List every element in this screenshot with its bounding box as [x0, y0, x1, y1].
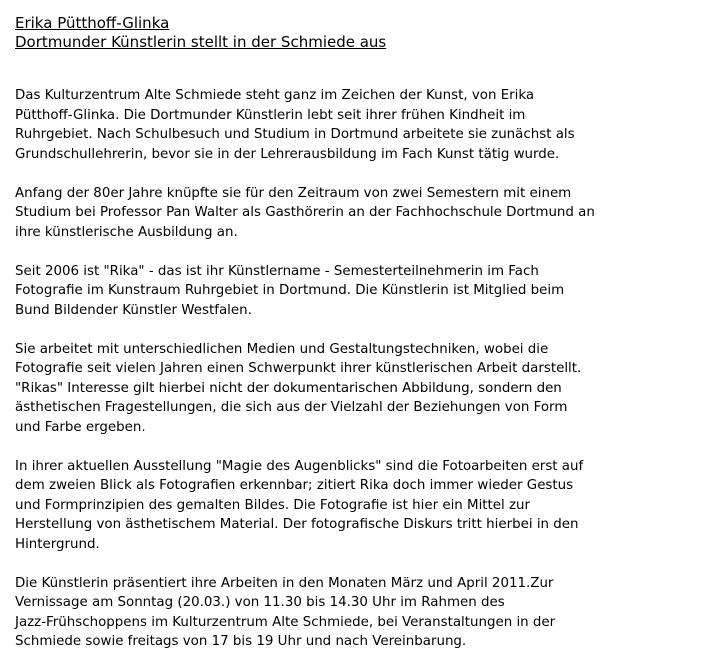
paragraph-line: und Farbe ergeben. [15, 419, 146, 435]
paragraph-line: ihre künstlerische Ausbildung an. [15, 224, 238, 240]
paragraph-line: Vernissage am Sonntag (20.03.) von 11.30 bis 14.30 Uhr im Rahmen des [15, 595, 505, 610]
paragraph-line: dem zweien Blick als Fotografien erkennbar; zitiert Rika doch immer wieder Gestus [15, 478, 574, 493]
paragraph-line: und Formprinzipien des gemalten Bildes. Die Fotografie ist hier ein Mittel zur [15, 497, 531, 513]
paragraph-line: ästhetischen Fragestellungen, die sich aus der Vielzahl der Beziehungen von Form [15, 400, 568, 415]
paragraph-line: Fotografie im Kunstraum Ruhrgebiet in Dortmund. Die Künstlerin ist Mitglied beim [15, 283, 565, 298]
paragraph-line: Seit 2006 ist "Rika" - das ist ihr Künstlername - Semesterteilnehmerin im Fach [15, 263, 539, 279]
article-paragraph [15, 184, 695, 243]
paragraph-line: Studium bei Professor Pan Walter als Gasthörerin an der Fachhochschule Dortmund an [15, 205, 595, 220]
article-paragraph [15, 340, 695, 438]
article-author: Erika Pütthoff-Glinka [15, 14, 170, 32]
paragraph-line: Pütthoff-Glinka. Die Dortmunder Künstlerin lebt seit ihrer frühen Kindheit im [15, 107, 526, 123]
paragraph-line: Hintergrund. [15, 536, 100, 552]
paragraph-line: "Rikas" Interesse gilt hierbei nicht der dokumentarischen Abbildung, sondern den [15, 380, 562, 396]
paragraph-line: Jazz-Frühschoppens im Kulturzentrum Alte Schmiede, bei Veranstaltungen in der [15, 614, 556, 630]
article-paragraph [15, 457, 695, 555]
paragraph-line: Die Künstlerin präsentiert ihre Arbeiten in den Monaten März und April 2011.Zur [15, 575, 554, 591]
article-paragraph [15, 86, 695, 164]
paragraph-line: Grundschullehrerin, bevor sie in der Lehrerausbildung im Fach Kunst tätig wurde. [15, 146, 560, 162]
paragraph-line: In ihrer aktuellen Ausstellung "Magie des Augenblicks" sind die Fotoarbeiten erst auf [15, 458, 584, 474]
article-headline: Dortmunder Künstlerin stellt in der Schmiede aus [15, 33, 387, 51]
paragraph-line: Das Kulturzentrum Alte Schmiede steht ganz im Zeichen der Kunst, von Erika [15, 88, 535, 103]
paragraph-line: Ruhrgebiet. Nach Schulbesuch und Studium in Dortmund arbeitete sie zunächst als [15, 127, 575, 142]
article-paragraph [15, 262, 695, 321]
paragraph-line: Herstellung von ästhetischem Material. Der fotografische Diskurs tritt hierbei in den [15, 517, 579, 532]
paragraph-line: Fotografie seit vielen Jahren einen Schwerpunkt ihrer künstlerischen Arbeit darstellt. [15, 361, 582, 376]
paragraph-line: Bund Bildender Künstler Westfalen. [15, 302, 252, 318]
article-paragraph [15, 574, 695, 652]
paragraph-line: Sie arbeitet mit unterschiedlichen Medien und Gestaltungstechniken, wobei die [15, 341, 549, 357]
paragraph-line: Schmiede sowie freitags von 17 bis 19 Uhr und nach Vereinbarung. [15, 634, 467, 649]
article-body [15, 86, 692, 652]
paragraph-line: Anfang der 80er Jahre knüpfte sie für den Zeitraum von zwei Semestern mit einem [15, 185, 572, 201]
